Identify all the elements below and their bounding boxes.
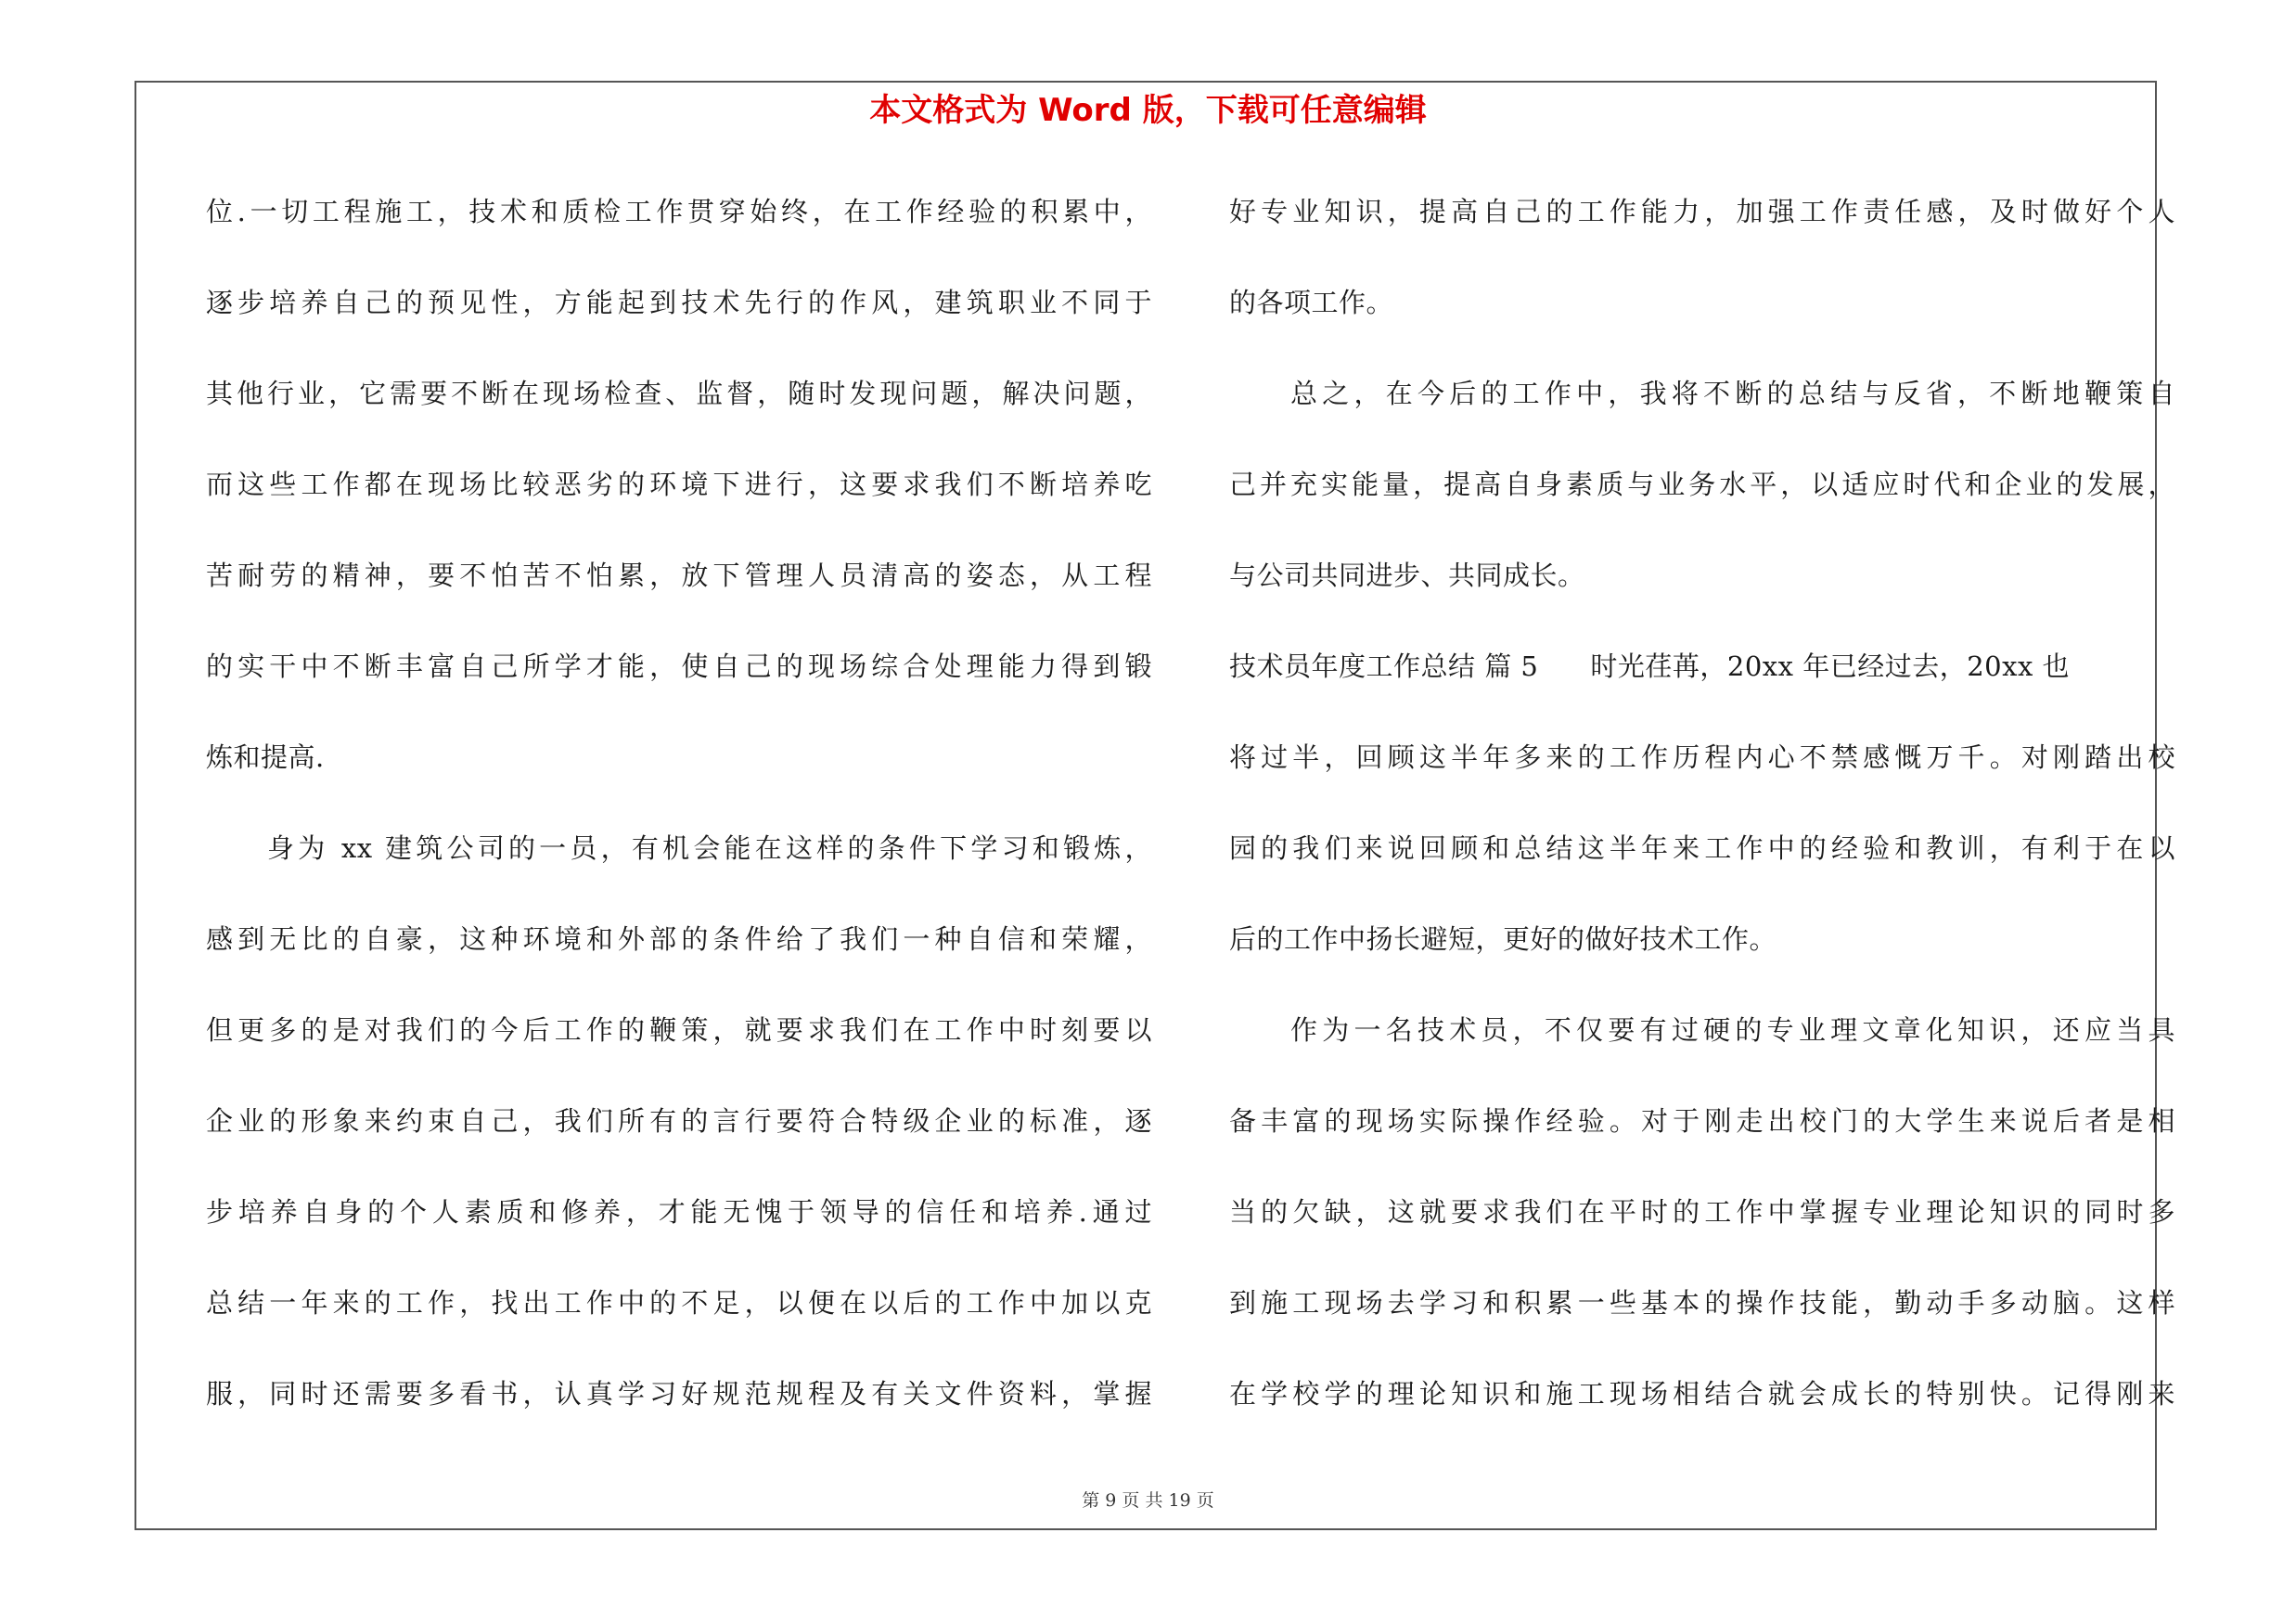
- left-line-9: 感到无比的自豪，这种环境和外部的条件给了我们一种自信和荣耀，: [206, 923, 1152, 955]
- left-line-6: 的实干中不断丰富自己所学才能，使自己的现场综合处理能力得到锻: [206, 650, 1152, 682]
- right-line-10: 作为一名技术员，不仅要有过硬的专业理文章化知识，还应当具: [1290, 1014, 2175, 1046]
- right-line-12: 当的欠缺，这就要求我们在平时的工作中掌握专业理论知识的同时多: [1229, 1196, 2175, 1228]
- left-line-10: 但更多的是对我们的今后工作的鞭策，就要求我们在工作中时刻要以: [206, 1014, 1152, 1046]
- left-line-11: 企业的形象来约束自己，我们所有的言行要符合特级企业的标准，逐: [206, 1105, 1152, 1137]
- left-line-13: 总结一年来的工作，找出工作中的不足，以便在以后的工作中加以克: [206, 1287, 1152, 1319]
- left-line-1: 位.一切工程施工，技术和质检工作贯穿始终，在工作经验的积累中，: [206, 196, 1152, 227]
- right-line-4: 己并充实能量，提高自身素质与业务水平，以适应时代和企业的发展，: [1229, 469, 2175, 500]
- left-line-8: 身为 xx 建筑公司的一员，有机会能在这样的条件下学习和锻炼，: [267, 832, 1152, 864]
- left-line-2: 逐步培养自己的预见性，方能起到技术先行的作风，建筑职业不同于: [206, 287, 1152, 318]
- section-heading-line: [1229, 638, 2175, 729]
- left-line-5: 苦耐劳的精神，要不怕苦不怕累，放下管理人员清高的姿态，从工程: [206, 560, 1152, 591]
- right-text-column: [1229, 184, 2175, 1457]
- right-line-14: 在学校学的理论知识和施工现场相结合就会成长的特别快。记得刚来: [1229, 1378, 2175, 1410]
- page-number-footer: 第 9 页 共 19 页: [1082, 1490, 1214, 1511]
- left-line-3: 其他行业，它需要不断在现场检查、监督，随时发现问题，解决问题，: [206, 378, 1152, 409]
- section-heading-title: 技术员年度工作总结 篇 5: [1229, 650, 1539, 682]
- section-heading-text: 时光荏苒，20xx 年已经过去，20xx 也: [1590, 650, 2071, 682]
- left-line-7: 炼和提高.: [206, 741, 325, 773]
- right-line-7: 将过半，回顾这半年多来的工作历程内心不禁感慨万千。对刚踏出校: [1229, 741, 2175, 773]
- left-text-column: [206, 184, 1152, 1457]
- right-line-3: 总之，在今后的工作中，我将不断的总结与反省，不断地鞭策自: [1290, 378, 2175, 409]
- right-line-1: 好专业知识，提高自己的工作能力，加强工作责任感，及时做好个人: [1229, 196, 2175, 227]
- right-line-11: 备丰富的现场实际操作经验。对于刚走出校门的大学生来说后者是相: [1229, 1105, 2175, 1137]
- right-line-9: 后的工作中扬长避短，更好的做好技术工作。: [1229, 923, 1777, 955]
- left-line-14: 服，同时还需要多看书，认真学习好规范规程及有关文件资料，掌握: [206, 1378, 1152, 1410]
- right-line-13: 到施工现场去学习和积累一些基本的操作技能，勤动手多动脑。这样: [1229, 1287, 2175, 1319]
- word-format-banner: 本文格式为 Word 版，下载可任意编辑: [869, 92, 1427, 129]
- left-line-12: 步培养自身的个人素质和修养，才能无愧于领导的信任和培养.通过: [206, 1196, 1152, 1228]
- right-line-5: 与公司共同进步、共同成长。: [1229, 560, 1585, 591]
- right-line-8: 园的我们来说回顾和总结这半年来工作中的经验和教训，有利于在以: [1229, 832, 2175, 864]
- left-line-4: 而这些工作都在现场比较恶劣的环境下进行，这要求我们不断培养吃: [206, 469, 1152, 500]
- right-line-2: 的各项工作。: [1229, 287, 1394, 318]
